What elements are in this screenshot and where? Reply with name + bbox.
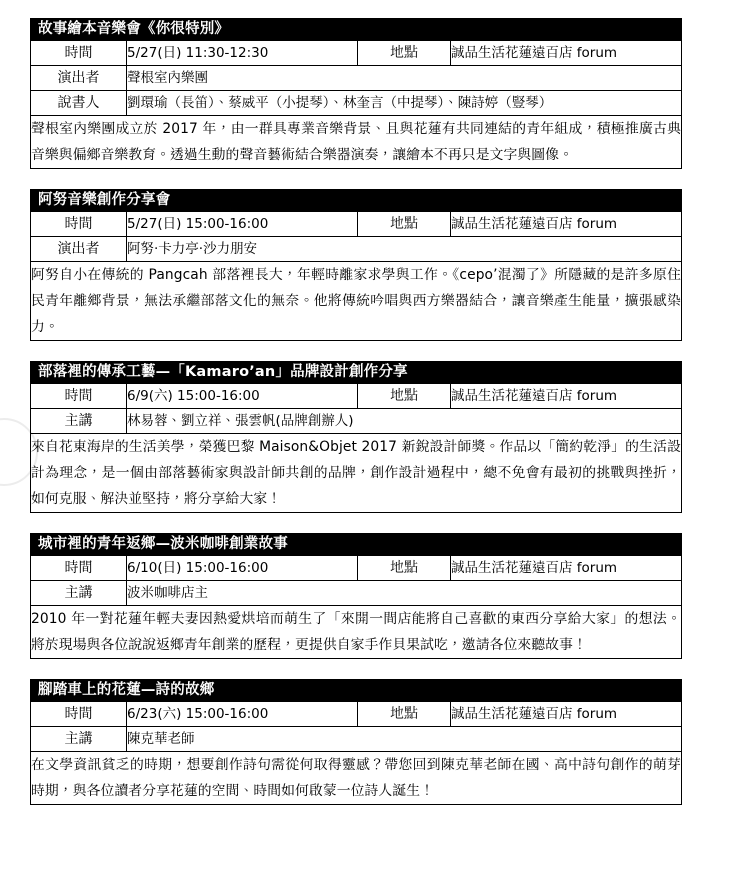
- venue-label: 地點: [358, 702, 451, 727]
- event-block: [30, 679, 682, 805]
- event-block: [30, 361, 682, 513]
- venue-value: 誠品生活花蓮遠百店 forum: [451, 702, 682, 727]
- table-row-description: [31, 116, 682, 169]
- event-description: 阿努自小在傳統的 Pangcah 部落裡長大，年輕時離家求學與工作。《cepo’混濁了》所隱藏的是許多原住民青年離鄉背景，無法承繼部落文化的無奈。他將傳統吟唱與西方樂器結合，讓音樂產生能量，擴張感染力。: [31, 262, 682, 341]
- venue-value: 誠品生活花蓮遠百店 forum: [451, 41, 682, 66]
- table-row-description: [31, 606, 682, 659]
- event-details-table: [30, 40, 682, 169]
- speaker-label: 主講: [31, 409, 127, 434]
- event-details-table: [30, 383, 682, 513]
- event-title: 故事繪本音樂會《你很特別》: [30, 18, 682, 40]
- time-label: 時間: [31, 556, 127, 581]
- event-title: 腳踏車上的花蓮—詩的故鄉: [30, 679, 682, 701]
- time-label: 時間: [31, 41, 127, 66]
- speaker-value: 陳克華老師: [127, 727, 682, 752]
- speaker-label: 主講: [31, 581, 127, 606]
- venue-value: 誠品生活花蓮遠百店 forum: [451, 212, 682, 237]
- table-row-time-venue: [31, 384, 682, 409]
- event-description: 在文學資訊貧乏的時期，想要創作詩句需從何取得靈感？帶您回到陳克華老師在國、高中詩句創作的萌芽時期，與各位讀者分享花蓮的空間、時間如何啟蒙一位詩人誕生！: [31, 752, 682, 805]
- event-details-table: [30, 555, 682, 659]
- performer-value: 聲根室內樂團: [127, 66, 682, 91]
- time-label: 時間: [31, 212, 127, 237]
- time-value: 6/23(六) 15:00-16:00: [127, 702, 358, 727]
- performer-label: 演出者: [31, 237, 127, 262]
- time-value: 6/10(日) 15:00-16:00: [127, 556, 358, 581]
- event-description: 來自花東海岸的生活美學，榮獲巴黎 Maison&Objet 2017 新銳設計師獎。作品以「簡約乾淨」的生活設計為理念，是一個由部落藝術家與設計師共創的品牌，創作設計過程中，總不免會有最初的挑戰與挫折，如何克服、解決並堅持，將分享給大家！: [31, 434, 682, 513]
- time-label: 時間: [31, 702, 127, 727]
- venue-label: 地點: [358, 384, 451, 409]
- table-row-storyteller: [31, 91, 682, 116]
- table-row-description: [31, 262, 682, 341]
- event-block: [30, 533, 682, 659]
- time-label: 時間: [31, 384, 127, 409]
- event-title: 城市裡的青年返鄉—波米咖啡創業故事: [30, 533, 682, 555]
- event-description: 聲根室內樂團成立於 2017 年，由一群具專業音樂背景、且與花蓮有共同連結的青年組成，積極推廣古典音樂與偏鄉音樂教育。透過生動的聲音藝術結合樂器演奏，讓繪本不再只是文字與圖像。: [31, 116, 682, 169]
- table-row-performer: [31, 237, 682, 262]
- venue-label: 地點: [358, 212, 451, 237]
- time-value: 5/27(日) 11:30-12:30: [127, 41, 358, 66]
- table-row-time-venue: [31, 212, 682, 237]
- table-row-time-venue: [31, 41, 682, 66]
- event-schedule-sheet: [30, 18, 682, 825]
- table-row-time-venue: [31, 556, 682, 581]
- speaker-label: 主講: [31, 727, 127, 752]
- event-title: 部落裡的傳承工藝—「Kamaro’an」品牌設計創作分享: [30, 361, 682, 383]
- table-row-speaker: [31, 581, 682, 606]
- venue-label: 地點: [358, 41, 451, 66]
- event-title: 阿努音樂創作分享會: [30, 189, 682, 211]
- event-details-table: [30, 211, 682, 341]
- time-value: 5/27(日) 15:00-16:00: [127, 212, 358, 237]
- performer-value: 阿努‧卡力亭‧沙力朋安: [127, 237, 682, 262]
- event-block: [30, 189, 682, 341]
- performer-label: 演出者: [31, 66, 127, 91]
- table-row-speaker: [31, 409, 682, 434]
- table-row-time-venue: [31, 702, 682, 727]
- venue-value: 誠品生活花蓮遠百店 forum: [451, 384, 682, 409]
- time-value: 6/9(六) 15:00-16:00: [127, 384, 358, 409]
- event-block: [30, 18, 682, 169]
- table-row-performer: [31, 66, 682, 91]
- table-row-description: [31, 752, 682, 805]
- speaker-value: 林易蓉、劉立祥、張雲帆(品牌創辦人): [127, 409, 682, 434]
- speaker-value: 波米咖啡店主: [127, 581, 682, 606]
- table-row-description: [31, 434, 682, 513]
- event-description: 2010 年一對花蓮年輕夫妻因熱愛烘培而萌生了「來開一間店能將自己喜歡的東西分享給大家」的想法。將於現場與各位說說返鄉青年創業的歷程，更提供自家手作貝果試吃，邀請各位來聽故事！: [31, 606, 682, 659]
- venue-label: 地點: [358, 556, 451, 581]
- event-details-table: [30, 701, 682, 805]
- storyteller-label: 說書人: [31, 91, 127, 116]
- table-row-speaker: [31, 727, 682, 752]
- venue-value: 誠品生活花蓮遠百店 forum: [451, 556, 682, 581]
- storyteller-value: 劉環瑜（長笛）、蔡威平（小提琴）、林奎言（中提琴）、陳詩婷（豎琴）: [127, 91, 682, 116]
